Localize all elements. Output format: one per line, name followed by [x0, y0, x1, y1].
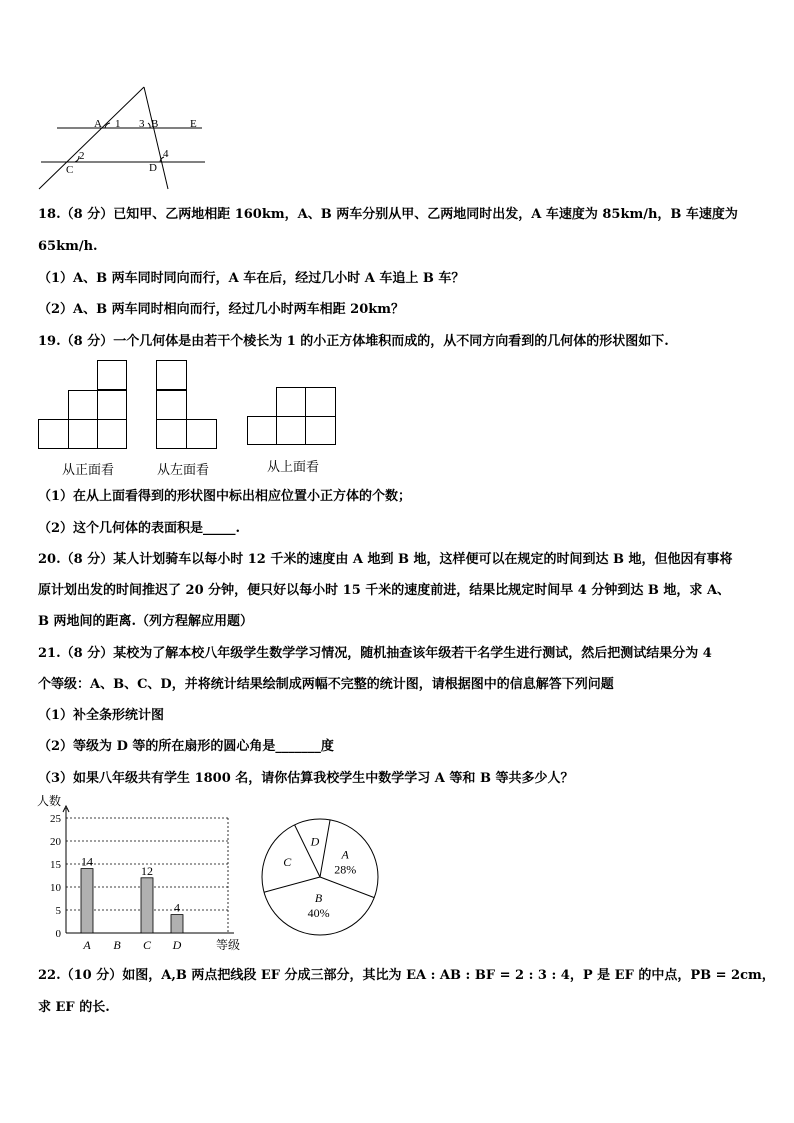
q21-part2: （2）等级为 D 等的所在扇形的圆心角是_______度	[38, 739, 334, 754]
label-4: 4	[163, 148, 169, 160]
front-view-label: 从正面看	[62, 463, 115, 478]
x-tick-label: D	[172, 938, 182, 952]
q19-line1: 19.（8 分）一个几何体是由若干个棱长为 1 的小正方体堆积而成的，从不同方向看到的几何体的形状图如下.	[38, 334, 669, 349]
top-view-figure	[247, 387, 339, 447]
parallel-lines-figure	[35, 85, 215, 195]
bar-D	[171, 915, 183, 933]
bar-data-label: 4	[174, 900, 180, 915]
y-tick-label: 0	[55, 928, 61, 940]
label-2: 2	[79, 150, 85, 162]
q19-part2: （2）这个几何体的表面积是_____.	[38, 521, 241, 536]
label-a: A	[94, 118, 102, 130]
y-tick-label: 10	[50, 882, 61, 894]
q22-line2: 求 EF 的长.	[38, 1000, 110, 1015]
angle-mark-3	[148, 123, 150, 128]
q20-line3: B 两地间的距离.（列方程解应用题）	[38, 614, 254, 629]
pie-percent-label: 40%	[307, 905, 330, 920]
label-3: 3	[139, 118, 145, 130]
pie-percent-label: 28%	[334, 862, 357, 877]
left-view-figure	[156, 360, 220, 450]
q18-line1: 18.（8 分）已知甲、乙两地相距 160km，A、B 两车分别从甲、乙两地同时出发，A 车速度为 85km/h，B 车速度为	[38, 207, 738, 222]
pie-slice-label: D	[310, 834, 320, 849]
q18-line2: 65km/h.	[38, 239, 98, 254]
pie-slice-label: A	[341, 847, 349, 862]
label-d: D	[149, 162, 157, 174]
pie-chart	[255, 812, 385, 942]
q21-part1: （1）补全条形统计图	[38, 708, 165, 723]
x-tick-label: B	[113, 938, 121, 952]
q20-line1: 20.（8 分）某人计划骑车以每小时 12 千米的速度由 A 地到 B 地，这样便可以在规定的时间到达 B 地，但他因有事将	[38, 552, 733, 567]
q22-line1: 22.（10 分）如图，A,B 两点把线段 EF 分成三部分，其比为 EA : AB : BF = 2 : 3 : 4，P 是 EF 的中点，PB = 2cm，	[38, 968, 775, 983]
x-tick-label: A	[83, 938, 91, 952]
pie-slice-label: C	[283, 855, 292, 870]
y-tick-label: 20	[50, 836, 61, 848]
q21-part3: （3）如果八年级共有学生 1800 名，请你估算我校学生中数学学习 A 等和 B 等共多少人？	[38, 771, 574, 786]
x-axis-label: 等级	[216, 938, 241, 952]
y-tick-label: 15	[50, 859, 61, 871]
label-b: B	[151, 118, 159, 130]
label-e: E	[190, 118, 197, 130]
left-view-label: 从左面看	[157, 463, 210, 478]
y-tick-label: 5	[55, 905, 61, 917]
q20-line2: 原计划出发的时间推迟了 20 分钟，便只好以每小时 15 千米的速度前进，结果比规定时间早 4 分钟到达 B 地，求 A、	[38, 583, 731, 598]
bar-chart	[30, 790, 250, 955]
pie-slice-label: B	[314, 890, 323, 905]
label-1: 1	[115, 118, 121, 130]
transversal-ac	[39, 87, 144, 189]
q18-part2: （2）A、B 两车同时相向而行，经过几小时两车相距 20km？	[38, 302, 405, 317]
y-tick-label: 25	[50, 813, 61, 825]
label-c: C	[66, 164, 74, 176]
top-view-label: 从上面看	[267, 460, 320, 475]
q21-line1: 21.（8 分）某校为了解本校八年级学生数学学习情况，随机抽查该年级若干名学生进行测试，然后把测试结果分为 4	[38, 646, 712, 661]
bar-data-label: 14	[81, 854, 93, 869]
front-view-figure	[38, 360, 130, 450]
bar-data-label: 12	[141, 863, 153, 878]
x-tick-label: C	[142, 938, 152, 952]
q18-part1: （1）A、B 两车同时同向而行，A 车在后，经过几小时 A 车追上 B 车？	[38, 271, 465, 286]
bar-A	[81, 869, 93, 933]
bar-C	[141, 878, 153, 933]
y-axis-label: 人数	[37, 794, 62, 808]
q21-line2: 个等级：A、B、C、D，并将统计结果绘制成两幅不完整的统计图，请根据图中的信息解答下列问题	[38, 677, 614, 692]
q19-part1: （1）在从上面看得到的形状图中标出相应位置小正方体的个数；	[38, 489, 412, 504]
